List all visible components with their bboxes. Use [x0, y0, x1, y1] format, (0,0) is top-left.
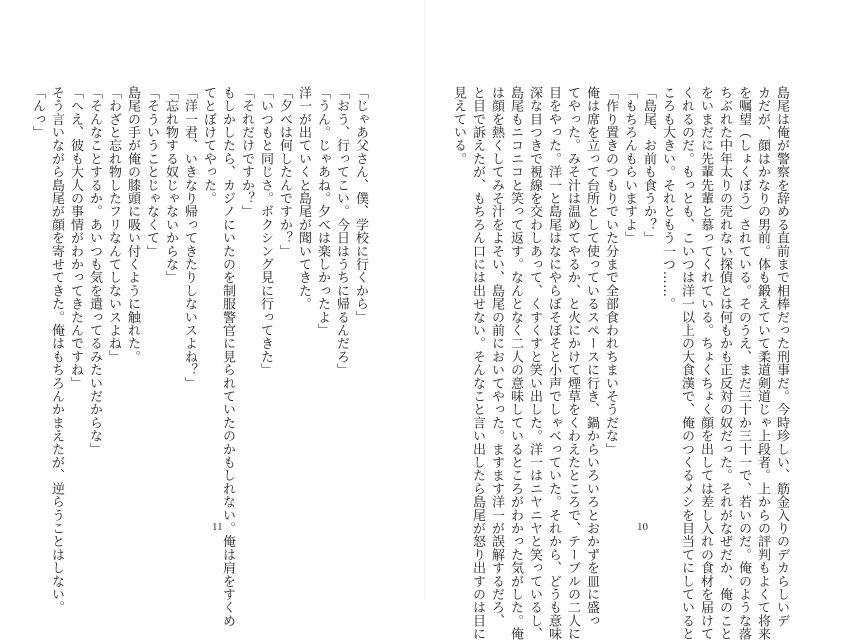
- text-line: 「もちろんもらいますよ」: [622, 86, 637, 245]
- text-line: は顔を熱くしてみそ汁をよそい、島尾の前においてやった。ますます洋一が誤解するだろ、: [489, 86, 504, 628]
- right-page-text: [451, 86, 791, 640]
- text-line: 「へえ、彼も大人の事情がわかってきたんですね」: [68, 86, 83, 390]
- text-line: 島尾もニコニコと笑って返す。なんとなく二人の意味しているところがわかった気がした。俺: [508, 86, 523, 640]
- text-line: 深な目つきで視線を交わしあって、くすくすと笑い出した。洋一はニヤニヤと笑っているし、: [527, 86, 542, 640]
- text-line: 「作り置きのつもりでいた分まで全部食われちまいそうだな」: [603, 86, 618, 456]
- text-line: 「洋一君、いきなり帰ってきたりしないスよね？」: [182, 86, 197, 390]
- text-line: を嘱望（しょくぼう）されている。そのうえ、まだ三十か三十一で、若いのだ。俺のような落: [736, 86, 751, 640]
- text-line: くれるのだ。もっとも、こいつは洋一以上の大食漢で、俺のつくるメシを目当てにしていると: [679, 86, 694, 640]
- text-line: ころも大きい。それともう一つ……。: [660, 86, 675, 311]
- text-line: もしかしたら、カジノにいたのを制服警官に見られていたのかもしれない。俺は肩をすくめ: [220, 86, 235, 628]
- text-line: てやった。みそ汁は温めてやるか、と火にかけて煙草をくわえたところで、テーブルの二人に: [565, 86, 580, 640]
- text-line: 「いつもと同じさ。ボクシング見に行ってきた」: [258, 86, 273, 377]
- page-number: 10: [637, 521, 648, 533]
- text-line: そう言いながら島尾が顔を寄せてきた。俺はもちろんかまえたが、逆らうことはしない。: [49, 86, 64, 614]
- text-line: 「わざと忘れ物したフリなんてしないスよね」: [106, 86, 121, 364]
- text-line: をいまだに先輩先輩と慕ってくれている。ちょくちょく顔を出しては差し入れの食材を届けて: [698, 86, 713, 640]
- page-number: 11: [212, 521, 223, 533]
- text-line: 「そんなことするか。あいつも気を遣ってるみたいだからな」: [87, 86, 102, 456]
- text-line: 「うん。じゃあね。夕べは楽しかったよ」: [315, 86, 330, 337]
- text-line: 「じゃあ父さん、僕、学校に行くから」: [353, 86, 368, 324]
- text-line: 見えている。: [451, 86, 466, 166]
- text-line: 「そういうことじゃなくて」: [144, 86, 159, 258]
- text-line: 目をやった。洋一と島尾はなにやらぼそぼそと小声でしゃべっていた。それから、どうも意味: [546, 86, 561, 640]
- text-line: 島尾は俺が警察を辞める直前まで相棒だった刑事だ。今時珍しい、筋金入りのデカらしいデ: [774, 86, 789, 628]
- text-line: 「んっ」: [30, 86, 45, 139]
- left-page: [0, 0, 425, 628]
- right-page: [425, 0, 850, 640]
- text-line: と目で訴えたが、もちろん口には出せない。そんなこと言い出したら島尾が怒り出すのは目に: [470, 86, 485, 640]
- text-line: 「忘れ物する奴じゃないからな」: [163, 86, 178, 284]
- text-line: てとぼけてやった。: [201, 86, 216, 205]
- text-line: カだが、顔はかなりの男前。体も鍛えていて柔道剣道じゃ上段者。上からの評判もよくて将来: [755, 86, 770, 640]
- text-line: 「それだけですか？」: [239, 86, 254, 218]
- text-line: 洋一が出ていくと島尾が聞いてきた。: [296, 86, 311, 311]
- left-page-text: [30, 86, 370, 628]
- text-line: 俺は席を立って台所として使っているスペースに行き、鍋からいろいろとおかずを皿に盛っ: [584, 86, 599, 628]
- text-line: 「島尾、お前も食うか？」: [641, 86, 656, 245]
- text-line: 「夕べは何したんですか？」: [277, 86, 292, 258]
- text-line: ちぶれた中年太りの売れない探偵とは何もかも正反対の奴だった。それがなぜだか、俺のこと: [717, 86, 732, 640]
- text-line: 島尾の手が俺の膝頭に吸い付くように触れた。: [125, 86, 140, 364]
- text-line: 「おう、行ってこい。今日はうちに帰るんだろ」: [334, 86, 349, 377]
